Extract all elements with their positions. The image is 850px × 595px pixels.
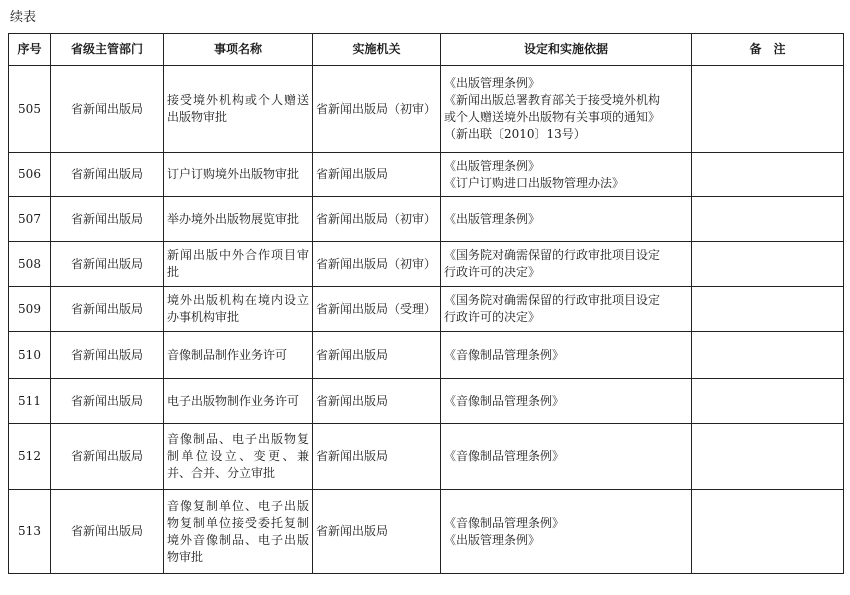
basis-line: 《出版管理条例》	[444, 211, 541, 226]
cell-item-name: 接受境外机构或个人赠送出版物审批	[164, 66, 313, 153]
basis-line: 行政许可的决定》	[444, 310, 541, 324]
cell-remarks	[692, 66, 844, 153]
cell-basis	[441, 287, 692, 332]
cell-agency: 省新闻出版局（初审）	[313, 197, 441, 242]
cell-serial: 508	[9, 242, 51, 287]
table-row	[9, 379, 844, 424]
cell-agency: 省新闻出版局（初审）	[313, 242, 441, 287]
header-serial: 序号	[9, 34, 51, 66]
header-agency: 实施机关	[313, 34, 441, 66]
cell-basis	[441, 66, 692, 153]
cell-agency: 省新闻出版局	[313, 424, 441, 490]
cell-agency: 省新闻出版局	[313, 332, 441, 379]
cell-agency: 省新闻出版局（受理）	[313, 287, 441, 332]
cell-department: 省新闻出版局	[51, 242, 164, 287]
cell-serial: 507	[9, 197, 51, 242]
table-row	[9, 332, 844, 379]
cell-basis	[441, 197, 692, 242]
cell-basis	[441, 153, 692, 197]
table-row	[9, 424, 844, 490]
cell-remarks	[692, 287, 844, 332]
table-row	[9, 197, 844, 242]
header-basis: 设定和实施依据	[441, 34, 692, 66]
cell-item-name: 音像复制单位、电子出版物复制单位接受委托复制境外音像制品、电子出版物审批	[164, 490, 313, 574]
cell-remarks	[692, 379, 844, 424]
cell-remarks	[692, 424, 844, 490]
basis-line: （新出联〔2010〕13号）	[444, 127, 586, 141]
basis-line: 《国务院对确需保留的行政审批项目设定	[444, 248, 661, 262]
cell-remarks	[692, 490, 844, 574]
cell-serial: 513	[9, 490, 51, 574]
cell-agency: 省新闻出版局	[313, 379, 441, 424]
cell-basis	[441, 490, 692, 574]
cell-department: 省新闻出版局	[51, 332, 164, 379]
cell-item-name: 音像制品、电子出版物复制单位设立、变更、兼并、合并、分立审批	[164, 424, 313, 490]
cell-agency: 省新闻出版局	[313, 490, 441, 574]
cell-department: 省新闻出版局	[51, 424, 164, 490]
cell-item-name: 电子出版物制作业务许可	[164, 379, 313, 424]
cell-remarks	[692, 242, 844, 287]
basis-line: 《音像制品管理条例》	[444, 515, 565, 530]
cell-serial: 512	[9, 424, 51, 490]
cell-serial: 506	[9, 153, 51, 197]
cell-department: 省新闻出版局	[51, 490, 164, 574]
cell-agency: 省新闻出版局	[313, 153, 441, 197]
approval-items-table	[8, 33, 844, 574]
basis-line: 《国务院对确需保留的行政审批项目设定	[444, 293, 661, 307]
cell-basis	[441, 424, 692, 490]
cell-department: 省新闻出版局	[51, 153, 164, 197]
header-remarks: 备 注	[692, 34, 844, 66]
basis-line: 《出版管理条例》	[444, 76, 541, 90]
basis-line: 行政许可的决定》	[444, 265, 541, 279]
cell-basis	[441, 379, 692, 424]
basis-line: 或个人赠送境外出版物有关事项的通知》	[444, 110, 661, 124]
cell-item-name: 举办境外出版物展览审批	[164, 197, 313, 242]
cell-remarks	[692, 197, 844, 242]
cell-basis	[441, 332, 692, 379]
cell-agency: 省新闻出版局（初审）	[313, 66, 441, 153]
cell-serial: 511	[9, 379, 51, 424]
table-row	[9, 66, 844, 153]
cell-remarks	[692, 153, 844, 197]
cell-basis	[441, 242, 692, 287]
cell-department: 省新闻出版局	[51, 66, 164, 153]
table-row	[9, 153, 844, 197]
basis-line: 《出版管理条例》	[444, 532, 541, 547]
table-row	[9, 242, 844, 287]
cell-department: 省新闻出版局	[51, 287, 164, 332]
basis-line: 《音像制品管理条例》	[444, 393, 565, 408]
cell-remarks	[692, 332, 844, 379]
cell-item-name: 境外出版机构在境内设立办事机构审批	[164, 287, 313, 332]
cell-serial: 509	[9, 287, 51, 332]
header-item-name: 事项名称	[164, 34, 313, 66]
basis-line: 《音像制品管理条例》	[444, 449, 565, 463]
table-header-row	[9, 34, 844, 66]
cell-department: 省新闻出版局	[51, 379, 164, 424]
basis-line: 《订户订购进口出版物管理办法》	[444, 175, 625, 190]
basis-line: 《音像制品管理条例》	[444, 347, 565, 362]
cell-department: 省新闻出版局	[51, 197, 164, 242]
cell-serial: 510	[9, 332, 51, 379]
basis-line: 《新闻出版总署教育部关于接受境外机构	[444, 93, 661, 107]
header-department: 省级主管部门	[51, 34, 164, 66]
cell-item-name: 音像制品制作业务许可	[164, 332, 313, 379]
table-row	[9, 287, 844, 332]
table-caption: 续表	[10, 10, 37, 25]
cell-item-name: 订户订购境外出版物审批	[164, 153, 313, 197]
table-row	[9, 490, 844, 574]
cell-item-name: 新闻出版中外合作项目审批	[164, 242, 313, 287]
basis-line: 《出版管理条例》	[444, 158, 541, 173]
cell-serial: 505	[9, 66, 51, 153]
